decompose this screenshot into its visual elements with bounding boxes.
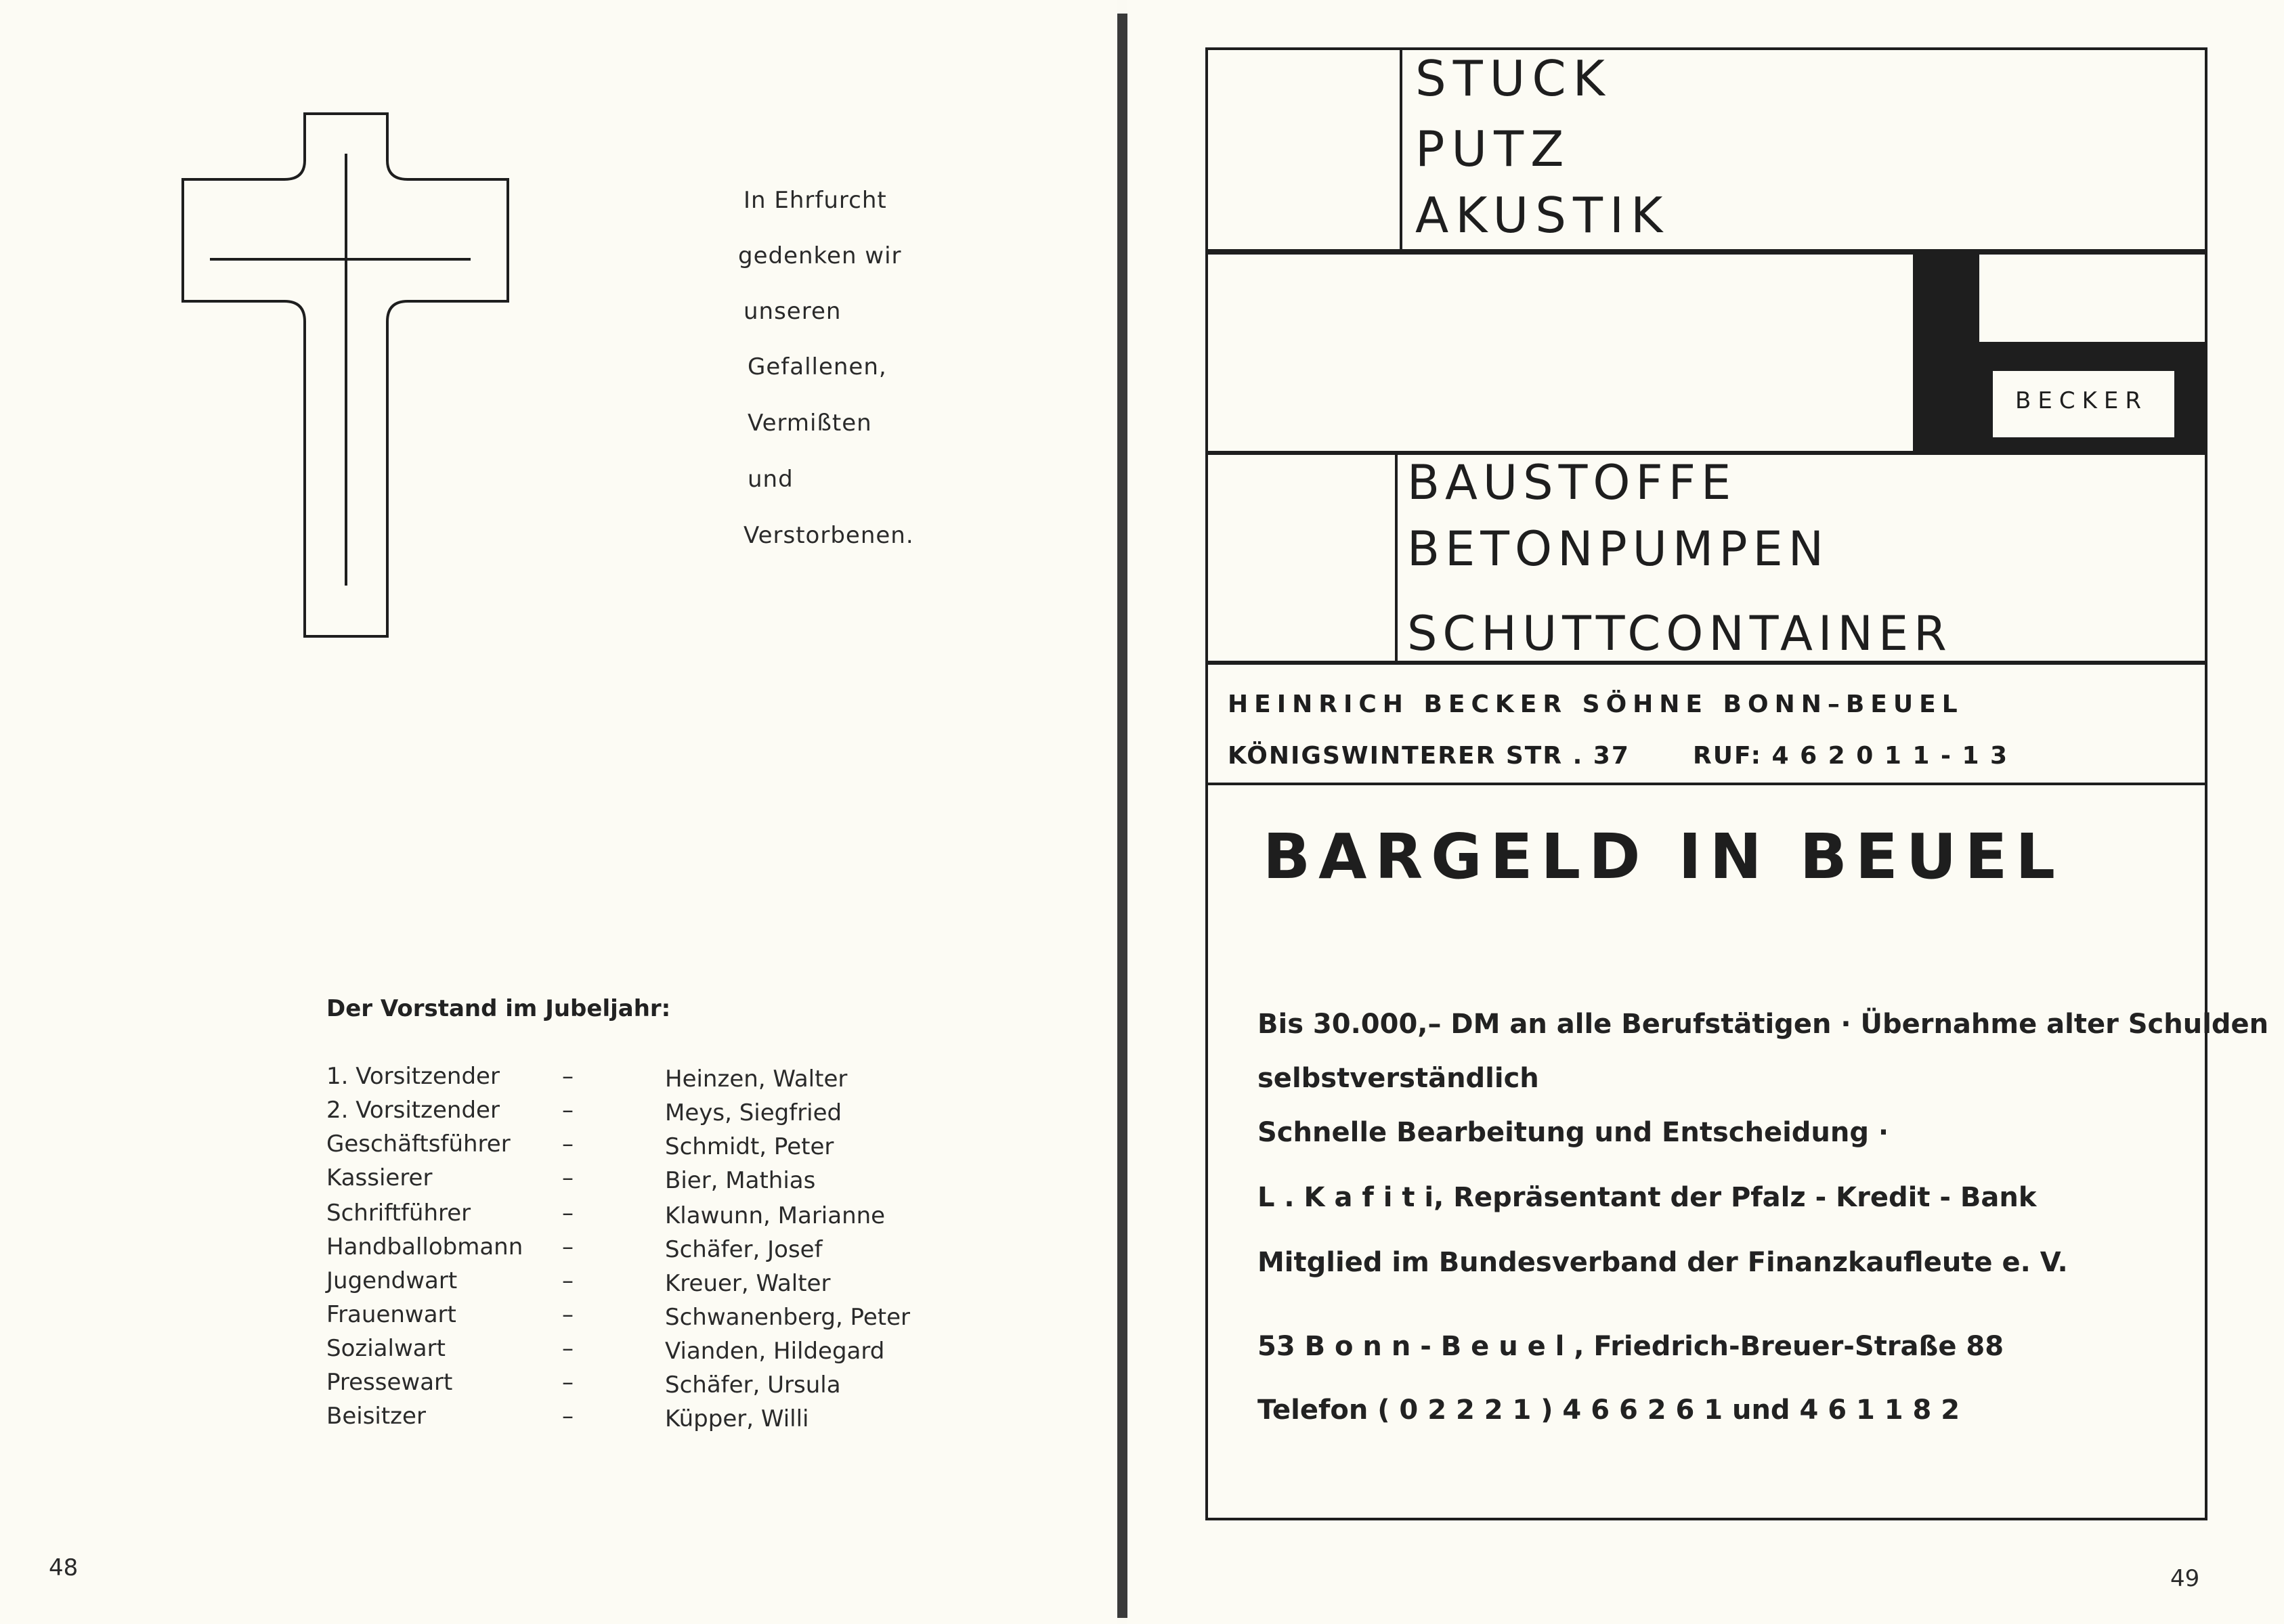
cross-icon (177, 112, 516, 646)
ad-line-betonpumpen: BETONPUMPEN (1407, 521, 1830, 577)
ad-top-divider (1400, 47, 1402, 252)
credit-line: L . K a f i t i, Repräsentant der Pfalz - Kredit - Bank (1257, 1182, 2037, 1213)
board-role: Geschäftsführer (326, 1131, 511, 1158)
memorial-line-4: Gefallenen, (748, 353, 887, 380)
board-dash: – (562, 1200, 574, 1227)
board-title: Der Vorstand im Jubeljahr: (326, 995, 671, 1022)
credit-headline: BARGELD IN BEUEL (1263, 820, 2063, 893)
ad-mid-divider (1395, 452, 1398, 663)
left-page (0, 0, 1117, 1624)
board-name: Kreuer, Walter (665, 1270, 831, 1297)
ad-line-schuttcontainer: SCHUTTCONTAINER (1407, 606, 1952, 661)
board-role: Beisitzer (326, 1403, 426, 1430)
board-name: Klawunn, Marianne (665, 1202, 886, 1229)
board-role: Handballobmann (326, 1233, 523, 1260)
credit-line: Telefon ( 0 2 2 2 1 ) 4 6 6 2 6 1 und 4 6 1 1 8 2 (1257, 1395, 1960, 1426)
board-dash: – (562, 1164, 574, 1191)
credit-line: 53 B o n n - B e u e l , Friedrich-Breuer-Straße 88 (1257, 1331, 2004, 1362)
board-role: 1. Vorsitzender (326, 1063, 500, 1090)
board-dash: – (562, 1301, 574, 1328)
board-role: Jugendwart (326, 1267, 458, 1294)
board-role: 2. Vorsitzender (326, 1097, 500, 1124)
credit-line: Mitglied im Bundesverband der Finanzkaufleute e. V. (1257, 1247, 2068, 1278)
becker-logo-text: BECKER (2015, 387, 2148, 414)
board-role: Schriftführer (326, 1200, 471, 1227)
ad-line-stuck: STUCK (1415, 50, 1612, 107)
memorial-line-3: unseren (744, 298, 842, 325)
board-name: Schwanenberg, Peter (665, 1304, 910, 1331)
ad-line-putz: PUTZ (1415, 120, 1571, 177)
board-dash: – (562, 1097, 574, 1124)
memorial-line-6: und (748, 466, 794, 493)
company-phone: RUF: 4 6 2 0 1 1 - 1 3 (1693, 742, 2009, 770)
ad-top-box (1205, 47, 2207, 252)
board-name: Küpper, Willi (665, 1405, 809, 1432)
board-dash: – (562, 1267, 574, 1294)
ad-line-akustik: AKUSTIK (1415, 187, 1670, 244)
board-role: Pressewart (326, 1369, 453, 1396)
board-dash: – (562, 1403, 574, 1430)
board-role: Frauenwart (326, 1301, 456, 1328)
board-name: Heinzen, Walter (665, 1066, 848, 1093)
memorial-line-5: Vermißten (748, 410, 872, 437)
credit-line: selbstverständlich (1257, 1063, 1539, 1094)
book-gutter (1117, 14, 1127, 1618)
memorial-line-2: gedenken wir (738, 242, 902, 269)
ad-line-baustoffe: BAUSTOFFE (1407, 455, 1737, 510)
right-page (1127, 0, 2284, 1624)
board-name: Schäfer, Ursula (665, 1371, 841, 1399)
board-name: Schmidt, Peter (665, 1133, 834, 1160)
company-street: KÖNIGSWINTERER STR . 37 (1228, 742, 1630, 770)
page-number-right: 49 (2170, 1565, 2200, 1592)
board-name: Bier, Mathias (665, 1167, 816, 1194)
board-name: Meys, Siegfried (665, 1099, 842, 1126)
board-dash: – (562, 1369, 574, 1396)
company-name: HEINRICH BECKER SÖHNE BONN–BEUEL (1228, 690, 1964, 718)
board-role: Sozialwart (326, 1335, 446, 1362)
board-dash: – (562, 1063, 574, 1090)
memorial-line-7: Verstorbenen. (744, 522, 914, 549)
logo-black-bar (1913, 252, 1979, 454)
memorial-line-1: In Ehrfurcht (744, 187, 887, 214)
credit-line: Bis 30.000,– DM an alle Berufstätigen · Übernahme alter Schulden (1257, 1009, 2269, 1040)
board-name: Schäfer, Josef (665, 1236, 823, 1263)
board-name: Vianden, Hildegard (665, 1338, 885, 1365)
credit-line: Schnelle Bearbeitung und Entscheidung · (1257, 1117, 1889, 1148)
board-dash: – (562, 1233, 574, 1260)
board-dash: – (562, 1131, 574, 1158)
board-dash: – (562, 1335, 574, 1362)
page-number-left: 48 (49, 1554, 79, 1581)
board-role: Kassierer (326, 1164, 433, 1191)
